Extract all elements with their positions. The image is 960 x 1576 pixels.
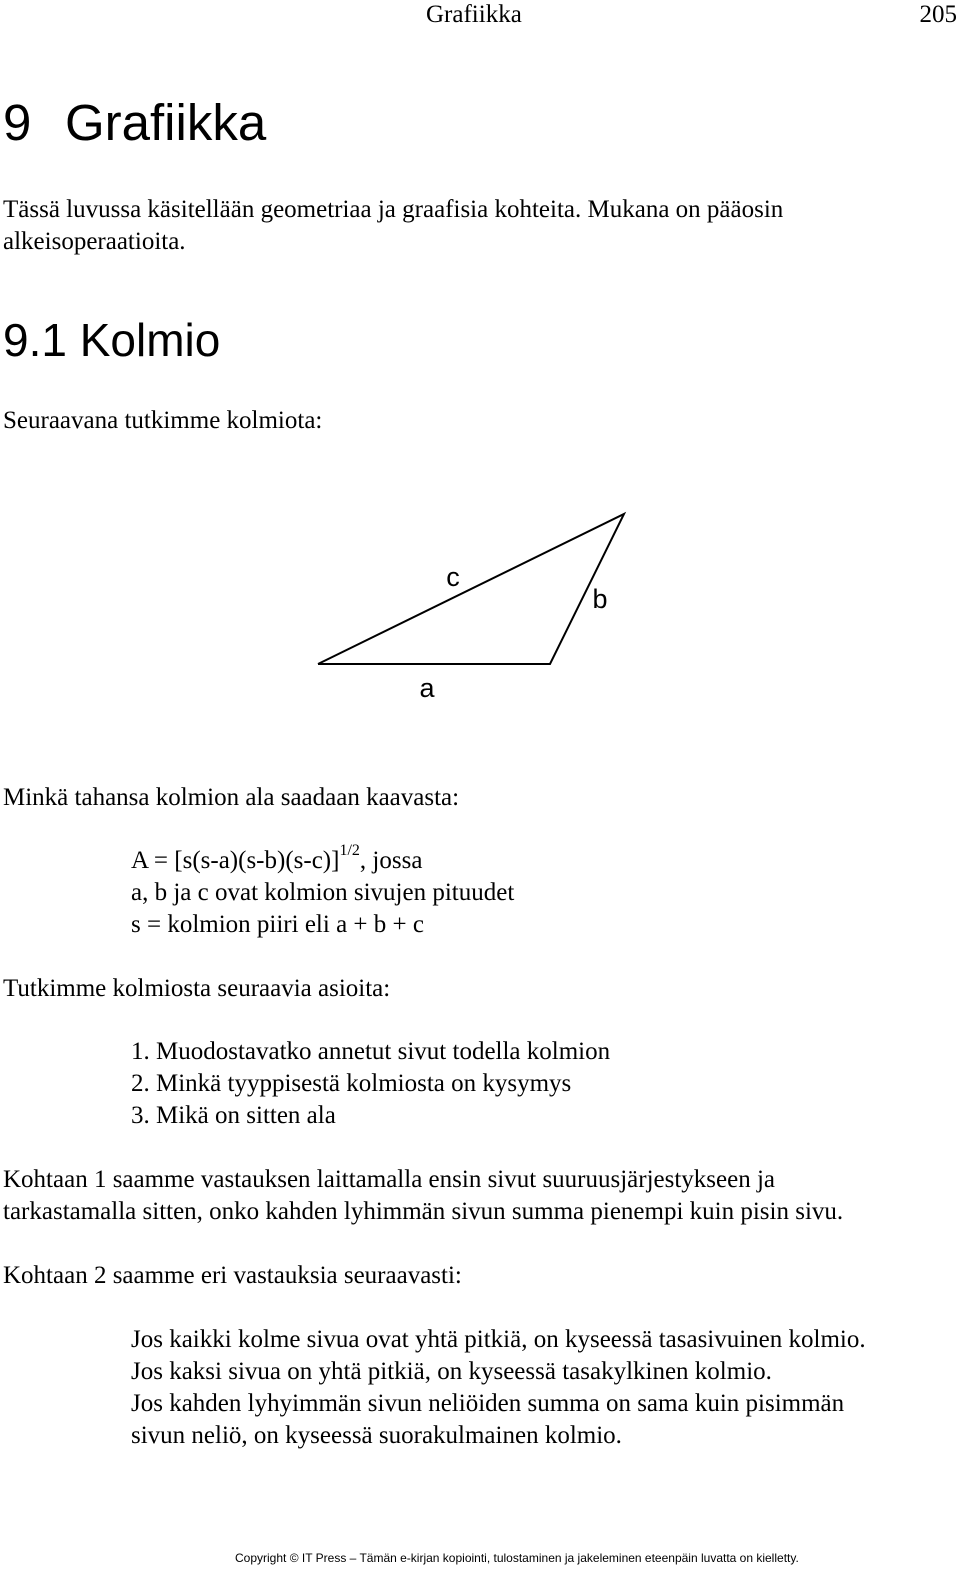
copyright-footer: Copyright © IT Press – Tämän e-kirjan kopiointi, tulostaminen ja jakeleminen eteenpäin luvatta on kielletty. [235, 1551, 799, 1565]
formula-exponent: 1/2 [339, 841, 360, 859]
study-lead: Tutkimme kolmiosta seuraavia asioita: [3, 975, 391, 1002]
intro-paragraph: Tässä luvussa käsitellään geometriaa ja graafisia kohteita. Mukana on pääosin alkeisoperaatioita. [3, 196, 784, 255]
formula-line-area [131, 841, 514, 877]
rule-line: sivun neliö, on kyseessä suorakulmainen kolmio. [131, 1422, 622, 1449]
point1-line: tarkastamalla sitten, onko kahden lyhimmän sivun summa pienempi kuin pisin sivu. [3, 1198, 844, 1225]
chapter-number: 9 [3, 94, 32, 151]
question-list [131, 1036, 610, 1132]
side-label-a: a [419, 673, 435, 703]
list-item: 3. Mikä on sitten ala [131, 1102, 336, 1129]
rule-line: Jos kaikki kolme sivua ovat yhtä pitkiä, on kyseessä tasasivuinen kolmio. [131, 1326, 866, 1353]
point1-line: Kohtaan 1 saamme vastauksen laittamalla ensin sivut suuruusjärjestykseen ja [3, 1166, 776, 1193]
point1-paragraph [3, 1164, 843, 1228]
formula-line-perimeter: s = kolmion piiri eli a + b + c [131, 911, 424, 938]
page-number: 205 [919, 1, 957, 28]
side-label-b: b [592, 584, 608, 614]
formula-block [131, 841, 515, 941]
formula-main: A = [s(s-a)(s-b)(s-c)] [131, 847, 340, 874]
running-title: Grafiikka [426, 1, 522, 28]
section-heading: 9.1 Kolmio [3, 314, 221, 366]
list-item: 2. Minkä tyyppisestä kolmiosta on kysymys [131, 1070, 572, 1097]
section-lead: Seuraavana tutkimme kolmiota: [3, 407, 323, 434]
formula-line-sides: a, b ja c ovat kolmion sivujen pituudet [131, 879, 515, 906]
formula-lead: Minkä tahansa kolmion ala saadaan kaavasta: [3, 784, 460, 811]
formula-tail: , jossa [359, 847, 423, 874]
triangle-figure [300, 500, 640, 710]
chapter-title: Grafiikka [65, 94, 267, 151]
point2-lead: Kohtaan 2 saamme eri vastauksia seuraavasti: [3, 1262, 462, 1289]
rules-list [131, 1324, 866, 1452]
list-item: 1. Muodostavatko annetut sivut todella kolmion [131, 1038, 611, 1065]
rule-line: Jos kahden lyhyimmän sivun neliöiden summa on sama kuin pisimmän [131, 1390, 845, 1417]
chapter-heading [3, 92, 266, 154]
rule-line: Jos kaksi sivua on yhtä pitkiä, on kyseessä tasakylkinen kolmio. [131, 1358, 772, 1385]
side-label-c: c [446, 562, 460, 592]
triangle-outline [318, 514, 624, 664]
